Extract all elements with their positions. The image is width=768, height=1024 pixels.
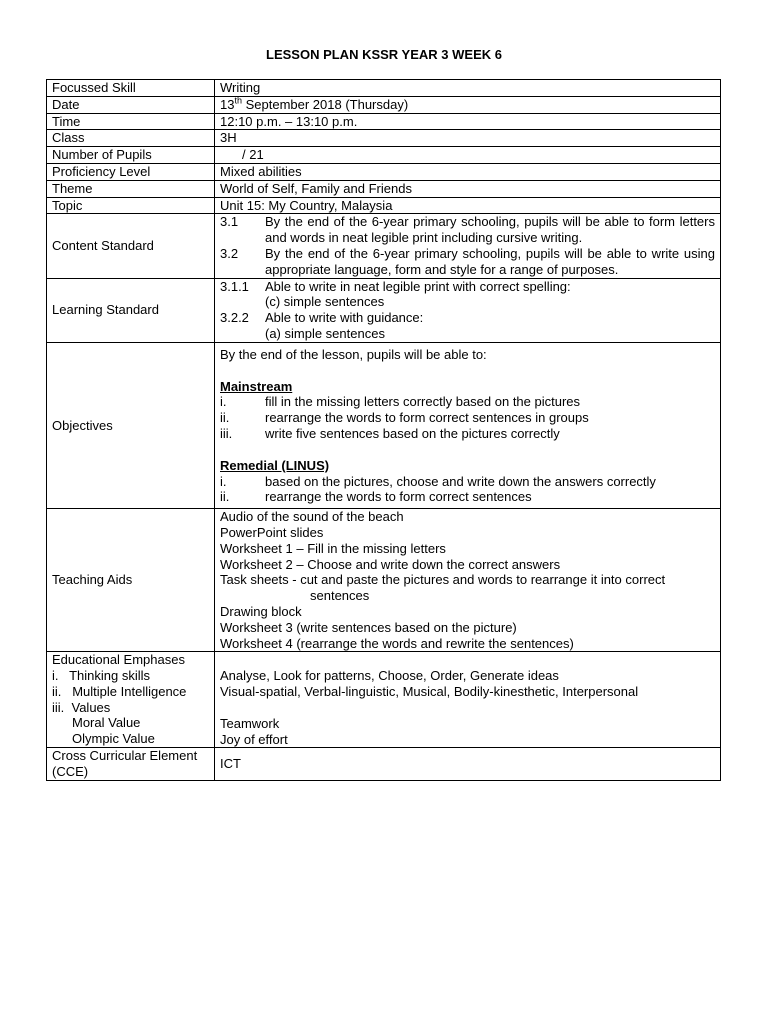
ee-moral-value: Teamwork (220, 715, 280, 731)
value-theme: World of Self, Family and Friends (215, 180, 721, 197)
ee-heading: Educational Emphases (52, 652, 185, 668)
label-content-standard: Content Standard (47, 214, 215, 278)
label-class: Class (47, 130, 215, 147)
item-number: iii. (220, 425, 233, 441)
item-number: i. (220, 473, 227, 489)
item-number: 3.1 (220, 214, 239, 230)
row-objectives (47, 342, 721, 508)
ee-olympic-value: Joy of effort (220, 731, 288, 747)
row-content-standard (47, 214, 721, 278)
item-number: i. (220, 394, 227, 410)
ee-multiple-value: Visual-spatial, Verbal-linguistic, Musical, Bodily-kinesthetic, Interpersonal (220, 684, 639, 700)
ee-moral-label: Moral Value (72, 715, 141, 731)
item-subtext: (a) simple sentences (265, 325, 385, 341)
teaching-aid-item: Audio of the sound of the beach (220, 509, 404, 525)
item-number: 3.2.2 (220, 310, 249, 326)
teaching-aid-item: Worksheet 2 – Choose and write down the correct answers (220, 556, 561, 572)
label-focussed-skill: Focussed Skill (47, 80, 215, 97)
item-number: 3.1.1 (220, 278, 249, 294)
row-date (47, 96, 721, 113)
item-number: 3.2 (220, 245, 239, 261)
cce-label-line2: (CCE) (52, 764, 89, 780)
lesson-plan-table (46, 79, 721, 781)
row-topic (47, 197, 721, 214)
row-pupils (47, 147, 721, 164)
page-title: LESSON PLAN KSSR YEAR 3 WEEK 6 (266, 47, 502, 62)
label-proficiency: Proficiency Level (47, 163, 215, 180)
item-text: rearrange the words to form correct sentences in groups (265, 410, 589, 426)
label-teaching-aids: Teaching Aids (47, 509, 215, 652)
value-proficiency: Mixed abilities (215, 163, 721, 180)
learning-standard-subitem (220, 294, 715, 310)
value-topic: Unit 15: My Country, Malaysia (215, 197, 721, 214)
objective-item (220, 489, 715, 505)
value-focussed-skill: Writing (215, 80, 721, 97)
label-objectives: Objectives (47, 342, 215, 508)
label-educational-emphases (47, 652, 215, 748)
label-cce (47, 748, 215, 781)
label-theme: Theme (47, 180, 215, 197)
label-time: Time (47, 113, 215, 130)
teaching-aid-item: Worksheet 1 – Fill in the missing letters (220, 540, 446, 556)
row-learning-standard (47, 278, 721, 342)
value-date (215, 96, 721, 113)
objective-item (220, 410, 715, 426)
row-proficiency (47, 163, 721, 180)
value-cce: ICT (215, 748, 721, 781)
teaching-aid-item: Drawing block (220, 603, 302, 619)
value-content-standard (215, 214, 721, 278)
learning-standard-item (220, 310, 715, 326)
learning-standard-item (220, 279, 715, 295)
value-pupils (215, 147, 721, 164)
ee-multiple-label: ii. Multiple Intelligence (52, 683, 187, 699)
date-day: 13 (220, 96, 235, 112)
date-suffix: th (234, 95, 242, 106)
value-class: 3H (215, 130, 721, 147)
teaching-aid-item: Worksheet 4 (rearrange the words and rewrite the sentences) (220, 635, 574, 651)
label-date: Date (47, 96, 215, 113)
teaching-aid-item: PowerPoint slides (220, 524, 324, 540)
teaching-aid-item-continued: sentences (310, 588, 370, 604)
pupils-count: / 21 (242, 147, 264, 163)
value-objectives (215, 342, 721, 508)
ee-thinking-label: i. Thinking skills (52, 668, 151, 684)
date-rest: September 2018 (Thursday) (241, 96, 409, 112)
content-standard-item (220, 246, 715, 278)
cce-label-line1: Cross Curricular Element (52, 748, 198, 764)
row-class (47, 130, 721, 147)
mainstream-heading: Mainstream (220, 378, 293, 394)
item-text: based on the pictures, choose and write down the answers correctly (265, 473, 656, 489)
label-pupils: Number of Pupils (47, 147, 215, 164)
ee-olympic-label: Olympic Value (72, 731, 155, 747)
value-learning-standard (215, 278, 721, 342)
learning-standard-subitem (220, 326, 715, 342)
remedial-heading: Remedial (LINUS) (220, 457, 330, 473)
objective-item (220, 426, 715, 442)
item-text: Able to write with guidance: (265, 310, 424, 326)
item-text: rearrange the words to form correct sentences (265, 489, 532, 505)
row-teaching-aids (47, 509, 721, 652)
item-number: ii. (220, 489, 230, 505)
label-learning-standard: Learning Standard (47, 278, 215, 342)
teaching-aid-item: Task sheets - cut and paste the pictures and words to rearrange it into correct (220, 572, 666, 588)
objective-item (220, 474, 715, 490)
row-cce (47, 748, 721, 781)
row-educational-emphases (47, 652, 721, 748)
item-text: By the end of the 6-year primary schooling, pupils will be able to write using appropriate language, form and style for a range of purposes. (265, 245, 715, 277)
item-text: By the end of the 6-year primary schooling, pupils will be able to form letters and words in neat legible print including cursive writing. (265, 214, 715, 246)
objectives-intro: By the end of the lesson, pupils will be able to: (220, 346, 487, 362)
value-teaching-aids (215, 509, 721, 652)
ee-values-label: iii. Values (52, 699, 111, 715)
value-educational-emphases (215, 652, 721, 748)
label-topic: Topic (47, 197, 215, 214)
item-subtext: (c) simple sentences (265, 294, 385, 310)
row-focussed-skill (47, 80, 721, 97)
teaching-aid-item: Worksheet 3 (write sentences based on the picture) (220, 619, 517, 635)
row-time (47, 113, 721, 130)
ee-thinking-value: Analyse, Look for patterns, Choose, Order, Generate ideas (220, 668, 559, 684)
item-number: ii. (220, 410, 230, 426)
value-time: 12:10 p.m. – 13:10 p.m. (215, 113, 721, 130)
objective-item (220, 394, 715, 410)
item-text: write five sentences based on the pictures correctly (265, 425, 560, 441)
content-standard-item (220, 214, 715, 246)
item-text: fill in the missing letters correctly based on the pictures (265, 394, 581, 410)
item-text: Able to write in neat legible print with correct spelling: (265, 278, 571, 294)
row-theme (47, 180, 721, 197)
